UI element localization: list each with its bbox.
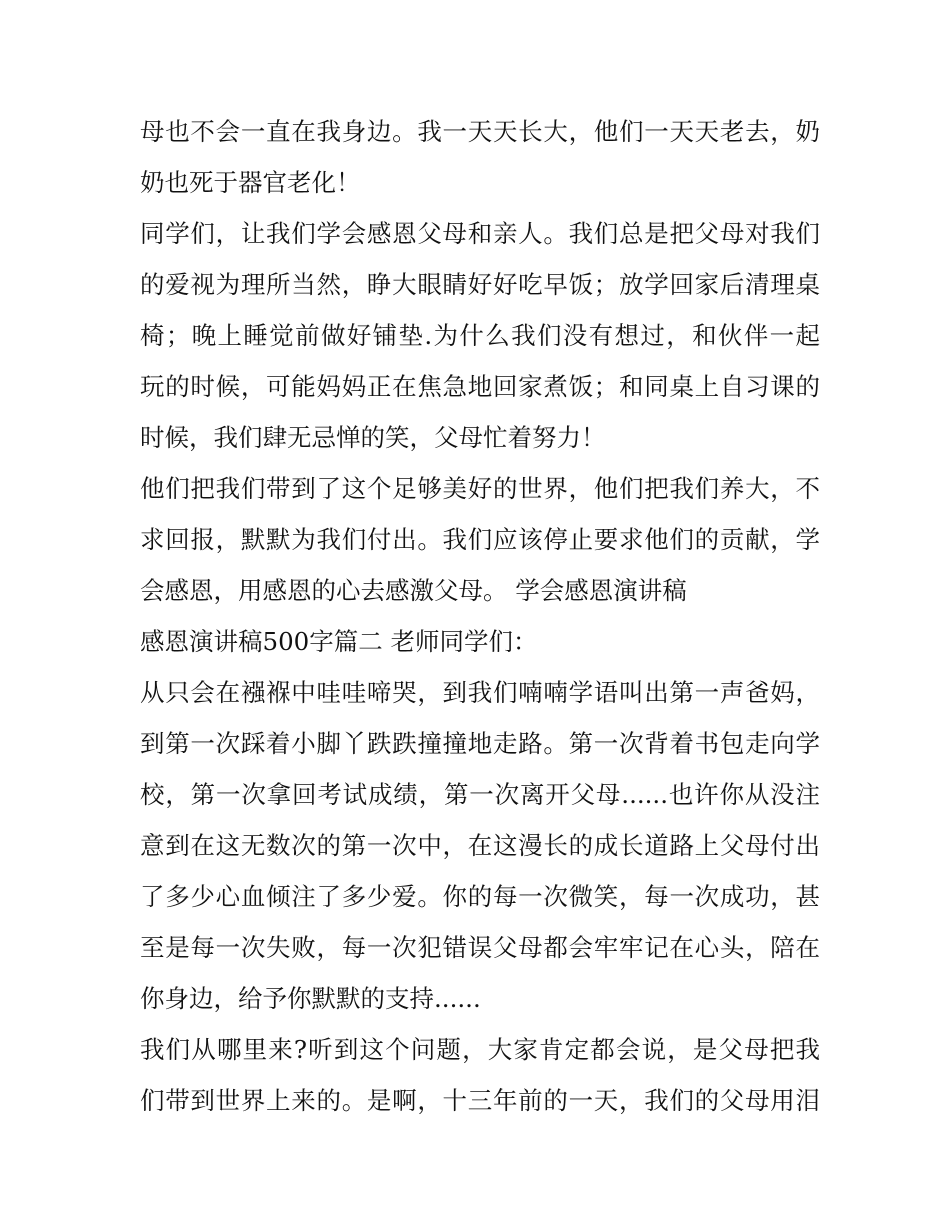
text-line-1: 母也不会一直在我身边。我一天天长大，他们一天天老去，奶	[140, 117, 820, 146]
section-heading-line: 感恩演讲稿500字篇二 老师同学们：	[140, 627, 538, 656]
text-line-18: 你身边，给予你默默的支持......	[140, 984, 481, 1013]
text-line-2: 奶也死于器官老化！	[140, 168, 361, 197]
text-line-6: 玩的时候，可能妈妈正在焦急地回家煮饭；和同桌上自习课的	[140, 372, 820, 401]
text-line-9: 求回报，默默为我们付出。我们应该停止要求他们的贡献，学	[140, 525, 820, 554]
text-line-14: 校，第一次拿回考试成绩，第一次离开父母......也许你从没注	[140, 780, 820, 809]
text-line-5: 椅；晚上睡觉前做好铺垫.为什么我们没有想过，和伙伴一起	[140, 321, 820, 350]
text-line-4: 的爱视为理所当然，睁大眼睛好好吃早饭；放学回家后清理桌	[140, 270, 820, 299]
text-line-8: 他们把我们带到了这个足够美好的世界，他们把我们养大，不	[140, 474, 820, 503]
text-line-16: 了多少心血倾注了多少爱。你的每一次微笑，每一次成功，甚	[140, 882, 820, 911]
text-line-19: 我们从哪里来?听到这个问题，大家肯定都会说，是父母把我	[140, 1035, 820, 1064]
text-line-7: 时候，我们肆无忌惮的笑，父母忙着努力！	[140, 423, 606, 452]
text-line-17: 至是每一次失败，每一次犯错误父母都会牢牢记在心头，陪在	[140, 933, 820, 962]
document-body	[140, 106, 820, 1126]
text-line-13: 到第一次踩着小脚丫跌跌撞撞地走路。第一次背着书包走向学	[140, 729, 820, 758]
text-line-10: 会感恩，用感恩的心去感激父母。 学会感恩演讲稿	[140, 576, 687, 605]
text-line-12: 从只会在襁褓中哇哇啼哭，到我们喃喃学语叫出第一声爸妈，	[140, 678, 820, 707]
text-line-15: 意到在这无数次的第一次中，在这漫长的成长道路上父母付出	[140, 831, 820, 860]
text-line-20: 们带到世界上来的。是啊，十三年前的一天，我们的父母用泪	[140, 1086, 820, 1115]
text-line-3: 同学们，让我们学会感恩父母和亲人。我们总是把父母对我们	[140, 219, 820, 248]
